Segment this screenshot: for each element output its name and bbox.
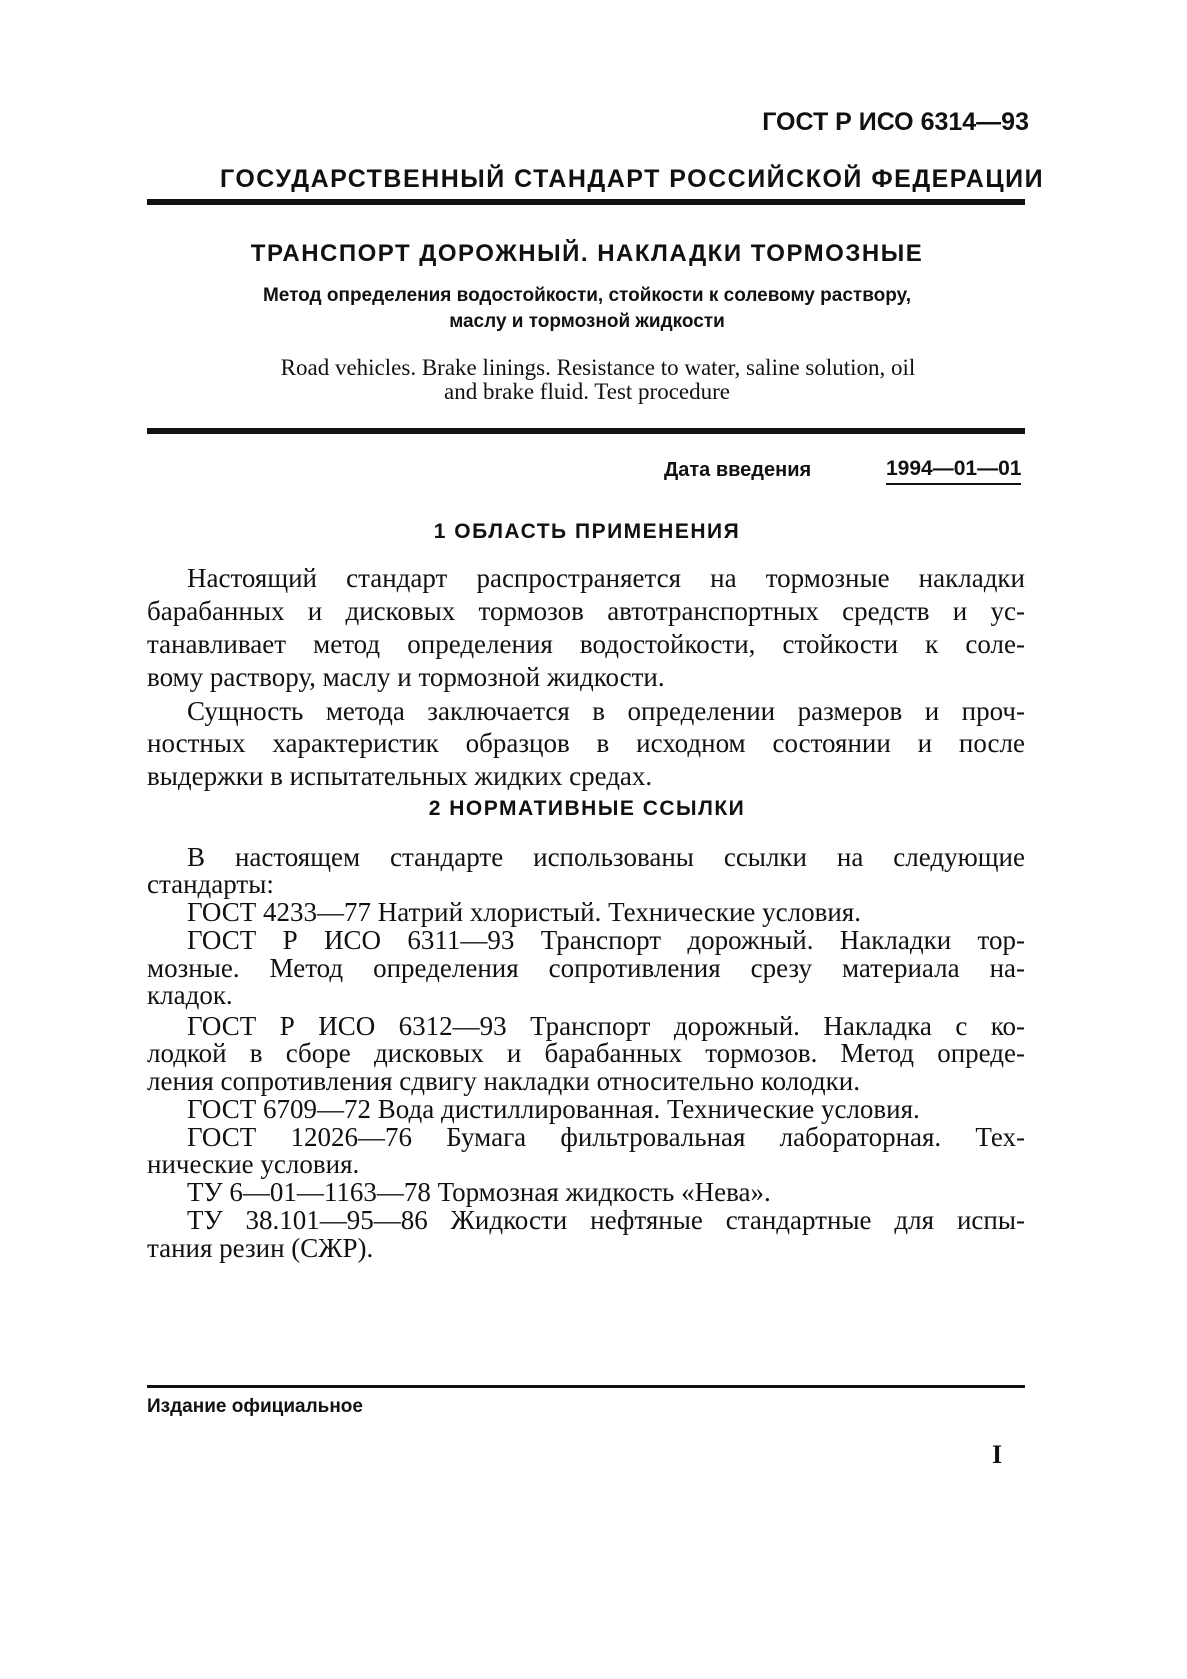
subtitle-line: Метод определения водостойкости, стойкости к солевому раствору,: [262, 285, 912, 306]
edition-note: Издание официальное: [147, 1396, 363, 1417]
document-title: ТРАНСПОРТ ДОРОЖНЫЙ. НАКЛАДКИ ТОРМОЗНЫЕ: [250, 240, 924, 267]
paragraph-line: ностных характеристик образцов в исходном состоянии и после: [147, 728, 1025, 758]
reference-line: нические условия.: [147, 1149, 360, 1179]
paragraph-line: Настоящий стандарт распространяется на тормозные накладки: [187, 563, 1025, 593]
reference-line: тания резин (СЖР).: [147, 1233, 374, 1263]
reference-line: ГОСТ 4233—77 Натрий хлористый. Технические условия.: [187, 897, 861, 927]
reference-line: ГОСТ Р ИСО 6311—93 Транспорт дорожный. Накладки тор-: [187, 925, 1025, 955]
paragraph-line: Сущность метода заключается в определении размеров и проч-: [187, 696, 1025, 726]
reference-line: ГОСТ 6709—72 Вода дистиллированная. Технические условия.: [187, 1094, 920, 1124]
page-number: I: [992, 1440, 1003, 1469]
reference-line: ТУ 6—01—1163—78 Тормозная жидкость «Нева».: [187, 1177, 771, 1207]
english-title-line: Road vehicles. Brake linings. Resistance to water, saline solution, oil: [280, 355, 916, 380]
intro-date-value: 1994—01—01: [886, 457, 1021, 485]
reference-line: ТУ 38.101—95—86 Жидкости нефтяные стандартные для испы-: [187, 1205, 1025, 1235]
paragraph-line: выдержки в испытательных жидких средах.: [147, 761, 653, 791]
section-2-heading: 2 НОРМАТИВНЫЕ ССЫЛКИ: [428, 797, 746, 820]
english-title-line: and brake fluid. Test procedure: [444, 379, 730, 404]
section-1-heading: 1 ОБЛАСТЬ ПРИМЕНЕНИЯ: [433, 520, 741, 543]
divider: [147, 199, 1025, 205]
reference-line: стандарты:: [147, 869, 274, 899]
document-code: ГОСТ Р ИСО 6314—93: [762, 108, 1029, 136]
reference-line: ления сопротивления сдвигу накладки относительно колодки.: [147, 1066, 860, 1096]
paragraph-line: танавливает метод определения водостойкости, стойкости к соле-: [147, 629, 1025, 659]
intro-date-label: Дата введения: [664, 459, 812, 481]
footer-divider: [147, 1385, 1025, 1388]
reference-line: ГОСТ Р ИСО 6312—93 Транспорт дорожный. Накладка с ко-: [187, 1011, 1025, 1041]
paragraph-line: вому раствору, маслу и тормозной жидкости.: [147, 662, 665, 692]
reference-line: ГОСТ 12026—76 Бумага фильтровальная лабораторная. Тех-: [187, 1122, 1025, 1152]
reference-line: лодкой в сборе дисковых и барабанных тормозов. Метод опреде-: [147, 1038, 1025, 1068]
reference-line: В настоящем стандарте использованы ссылки на следующие: [187, 842, 1025, 872]
reference-line: кладок.: [147, 980, 233, 1010]
divider: [147, 428, 1025, 434]
state-standard-heading: ГОСУДАРСТВЕННЫЙ СТАНДАРТ РОССИЙСКОЙ ФЕДЕРАЦИИ: [220, 165, 1045, 193]
reference-line: мозные. Метод определения сопротивления срезу материала на-: [147, 953, 1025, 983]
paragraph-line: барабанных и дисковых тормозов автотранспортных средств и ус-: [147, 596, 1025, 626]
subtitle-line: маслу и тормозной жидкости: [449, 311, 725, 332]
